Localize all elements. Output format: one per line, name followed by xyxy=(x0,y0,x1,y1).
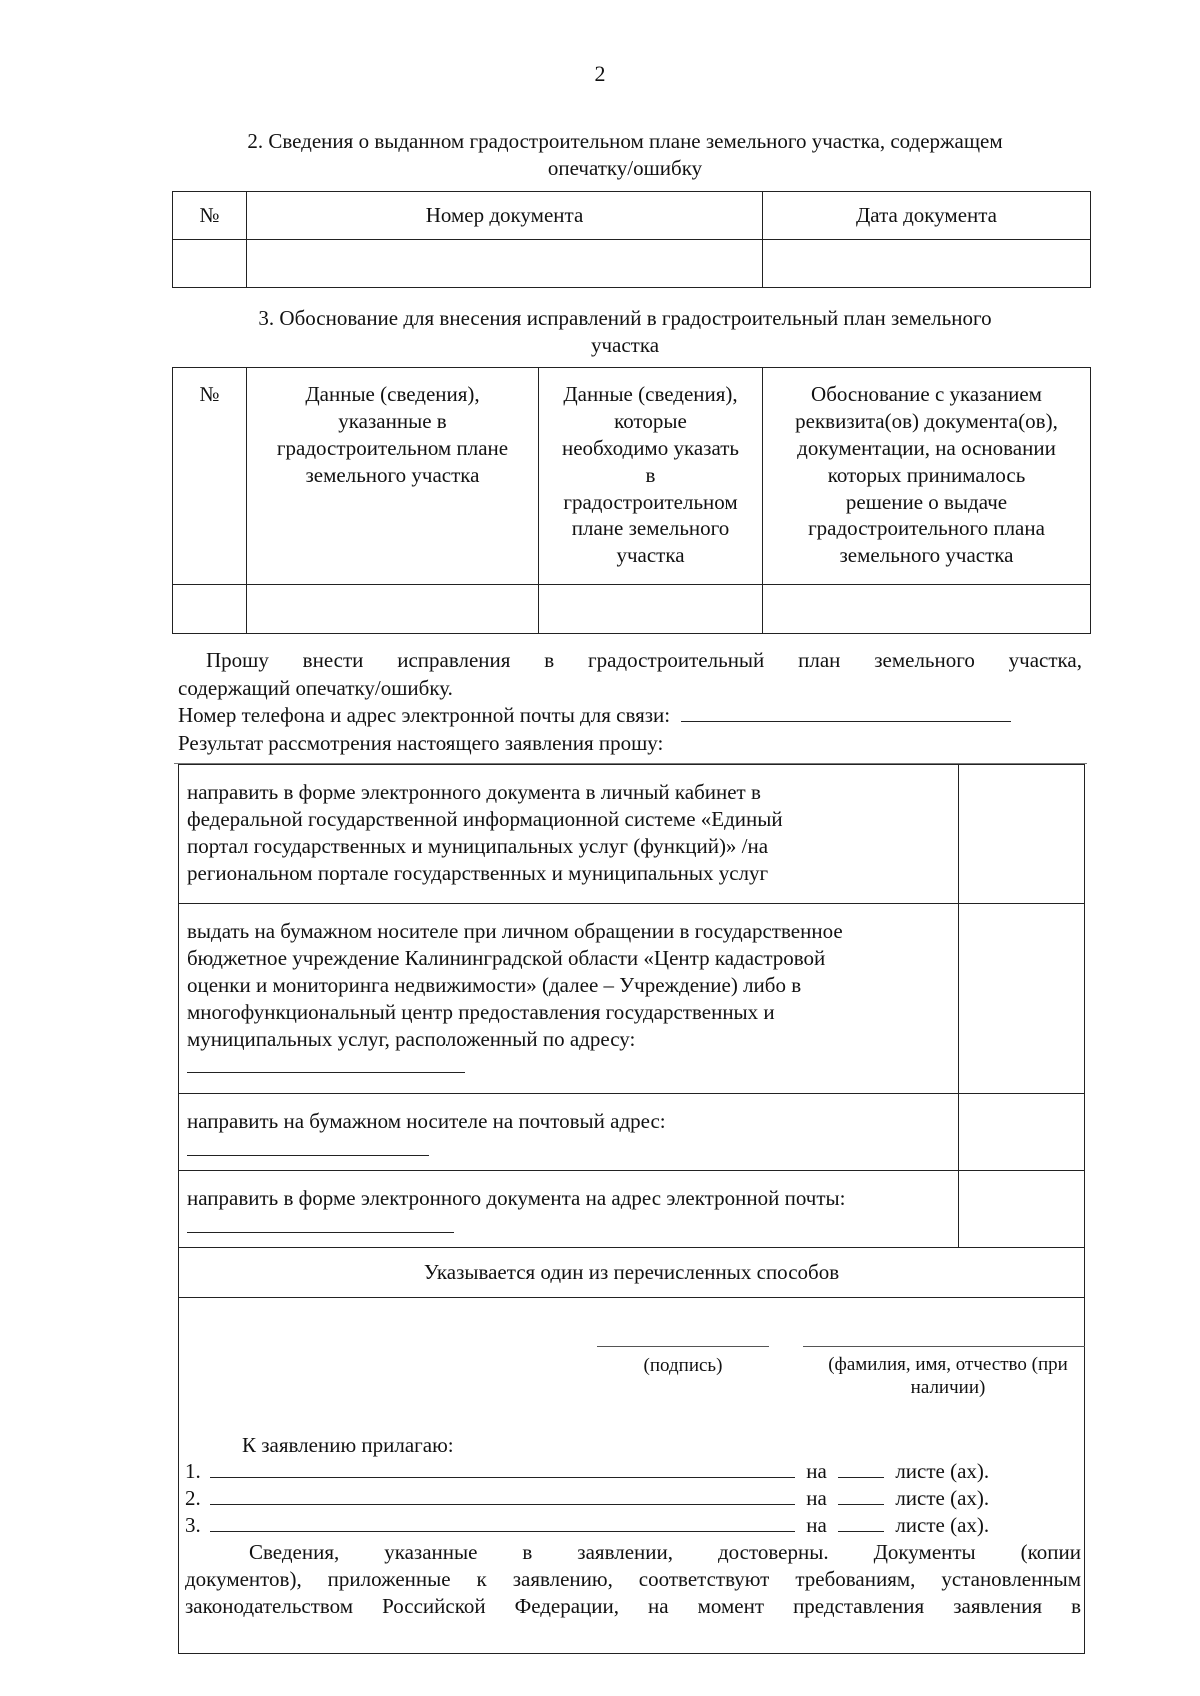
header-line: градостроительного плана xyxy=(808,516,1045,541)
header-line: земельного участка xyxy=(305,462,480,487)
option-row xyxy=(179,1171,1085,1248)
option-line: региональном портале государственных и муниципальных услуг xyxy=(187,860,769,885)
attachments-title: К заявлению прилагаю: xyxy=(242,1433,454,1457)
full-name-label-line1: (фамилия, имя, отчество (при xyxy=(828,1354,1068,1375)
attachment-row-1 xyxy=(185,1458,1085,1485)
signature-and-attachments xyxy=(179,1298,1085,1654)
header-number: № xyxy=(173,192,247,240)
postal-address-input[interactable] xyxy=(187,1135,429,1156)
section3-title xyxy=(175,305,1075,359)
section2-title-line1: 2. Сведения о выданном градостроительном плане земельного участка, содержащем xyxy=(247,129,1003,153)
full-name-label-line2: наличии) xyxy=(910,1376,986,1398)
header-line: в xyxy=(645,462,656,487)
option-paper-in-person xyxy=(179,904,959,1094)
option-line: направить в форме электронного документа в личный кабинет в xyxy=(187,780,761,804)
attachment-number: 2. xyxy=(185,1486,201,1510)
cell-number-input[interactable] xyxy=(173,585,247,634)
header-document-date: Дата документа xyxy=(763,192,1091,240)
option-row xyxy=(179,904,1085,1094)
attachment-on-label: на xyxy=(806,1513,827,1537)
full-name-line[interactable] xyxy=(803,1346,1085,1347)
attachment-2-input[interactable] xyxy=(210,1486,795,1505)
option-row xyxy=(179,1094,1085,1171)
cell-plan-data-input[interactable] xyxy=(247,585,539,634)
option-line: направить на бумажном носителе на почтовый адрес: xyxy=(187,1109,666,1133)
attachment-1-sheets-input[interactable] xyxy=(838,1459,884,1478)
cell-document-date-input[interactable] xyxy=(763,240,1091,288)
result-label: Результат рассмотрения настоящего заявления прошу: xyxy=(178,731,664,755)
note-row xyxy=(179,1248,1085,1298)
attachment-1-input[interactable] xyxy=(210,1459,795,1478)
option-line: муниципальных услуг, расположенный по адресу: xyxy=(187,1026,636,1051)
full-name-label xyxy=(811,1354,1085,1400)
header-line: градостроительном xyxy=(563,489,738,514)
option-personal-account-checkbox[interactable] xyxy=(959,765,1085,904)
header-number: № xyxy=(173,368,247,585)
cell-correct-data-input[interactable] xyxy=(539,585,763,634)
header-line: которые xyxy=(614,408,687,433)
option-line: федеральной государственной информационной системе «Единый xyxy=(187,806,783,831)
option-email-checkbox[interactable] xyxy=(959,1171,1085,1248)
email-address-input[interactable] xyxy=(187,1212,454,1233)
table-row xyxy=(173,240,1091,288)
option-line: выдать на бумажном носителе при личном обращении в государственное xyxy=(187,919,843,943)
signature-label: (подпись) xyxy=(643,1355,723,1376)
option-line: многофункциональный центр предоставления государственных и xyxy=(187,999,775,1024)
attachment-on-label: на xyxy=(806,1486,827,1510)
section3-title-line1: 3. Обоснование для внесения исправлений в градостроительный план земельного xyxy=(258,306,992,330)
attachment-row-2 xyxy=(185,1485,1085,1512)
section3-title-line2: участка xyxy=(590,332,660,357)
cell-document-number-input[interactable] xyxy=(247,240,763,288)
header-line: земельного участка xyxy=(839,543,1014,568)
option-row xyxy=(179,765,1085,904)
table-header-row xyxy=(173,192,1091,240)
cell-justification-input[interactable] xyxy=(763,585,1091,634)
one-of-methods-note: Указывается один из перечисленных способов xyxy=(179,1248,1085,1298)
header-line: необходимо указать xyxy=(561,435,740,460)
option-line: направить в форме электронного документа на адрес электронной почты: xyxy=(187,1186,846,1210)
closing-line3: законодательством Российской Федерации, на момент представления заявления в xyxy=(185,1594,1081,1618)
table-row xyxy=(173,585,1091,634)
header-line: плане земельного xyxy=(571,516,730,541)
header-line: решение о выдаче xyxy=(845,489,1008,514)
option-paper-in-person-checkbox[interactable] xyxy=(959,904,1085,1094)
cell-number-input[interactable] xyxy=(173,240,247,288)
header-line: Обоснование с указанием xyxy=(811,382,1042,406)
header-justification xyxy=(763,368,1091,585)
header-line: документации, на основании xyxy=(797,435,1056,460)
option-line: бюджетное учреждение Калининградской области «Центр кадастровой xyxy=(187,945,826,970)
signature-line[interactable] xyxy=(597,1346,769,1347)
option-postal-checkbox[interactable] xyxy=(959,1094,1085,1171)
attachment-row-3 xyxy=(185,1512,1085,1539)
section2-title-line2: опечатку/ошибку xyxy=(547,155,703,180)
attachment-on-label: на xyxy=(806,1459,827,1483)
contact-row xyxy=(178,702,1082,729)
result-method-table xyxy=(178,764,1085,1654)
header-line: реквизита(ов) документа(ов), xyxy=(795,408,1058,433)
contact-input[interactable] xyxy=(681,703,1011,722)
correction-basis-table xyxy=(172,367,1091,634)
closing-line1: Сведения, указанные в заявлении, достоверны. Документы (копии xyxy=(249,1540,1081,1564)
header-line: которых принималось xyxy=(827,462,1026,487)
request-line2: содержащий опечатку/ошибку. xyxy=(178,676,453,700)
option-email xyxy=(179,1171,959,1248)
attachment-sheets-label: листе (ах). xyxy=(895,1513,990,1537)
attachment-3-sheets-input[interactable] xyxy=(838,1513,884,1532)
address-input[interactable] xyxy=(187,1052,465,1073)
option-personal-account xyxy=(179,765,959,904)
attachment-sheets-label: листе (ах). xyxy=(895,1486,990,1510)
option-line: портал государственных и муниципальных услуг (функций)» /на xyxy=(187,833,769,858)
signature-block xyxy=(179,1298,1085,1654)
attachment-sheets-label: листе (ах). xyxy=(895,1459,990,1483)
header-plan-data xyxy=(247,368,539,585)
issued-plan-table xyxy=(172,191,1091,288)
header-line: градостроительном плане xyxy=(276,435,509,460)
header-line: Данные (сведения), xyxy=(305,382,480,406)
table-header-row xyxy=(173,368,1091,585)
attachment-number: 1. xyxy=(185,1459,201,1483)
header-line: участка xyxy=(616,543,685,568)
option-postal xyxy=(179,1094,959,1171)
attachment-2-sheets-input[interactable] xyxy=(838,1486,884,1505)
request-line1: Прошу внести исправления в градостроительный план земельного участка, xyxy=(206,648,1082,672)
header-line: указанные в xyxy=(338,408,447,433)
header-document-number: Номер документа xyxy=(247,192,763,240)
attachment-number: 3. xyxy=(185,1513,201,1537)
section2-title xyxy=(175,128,1075,182)
closing-line2: документов), приложенные к заявлению, соответствуют требованиям, установленным xyxy=(185,1567,1081,1591)
header-line: Данные (сведения), xyxy=(563,382,738,406)
attachment-3-input[interactable] xyxy=(210,1513,795,1532)
page-number: 2 xyxy=(594,61,606,86)
option-line: оценки и мониторинга недвижимости» (далее – Учреждение) либо в xyxy=(187,972,802,997)
contact-label: Номер телефона и адрес электронной почты для связи: xyxy=(178,703,671,727)
header-correct-data xyxy=(539,368,763,585)
